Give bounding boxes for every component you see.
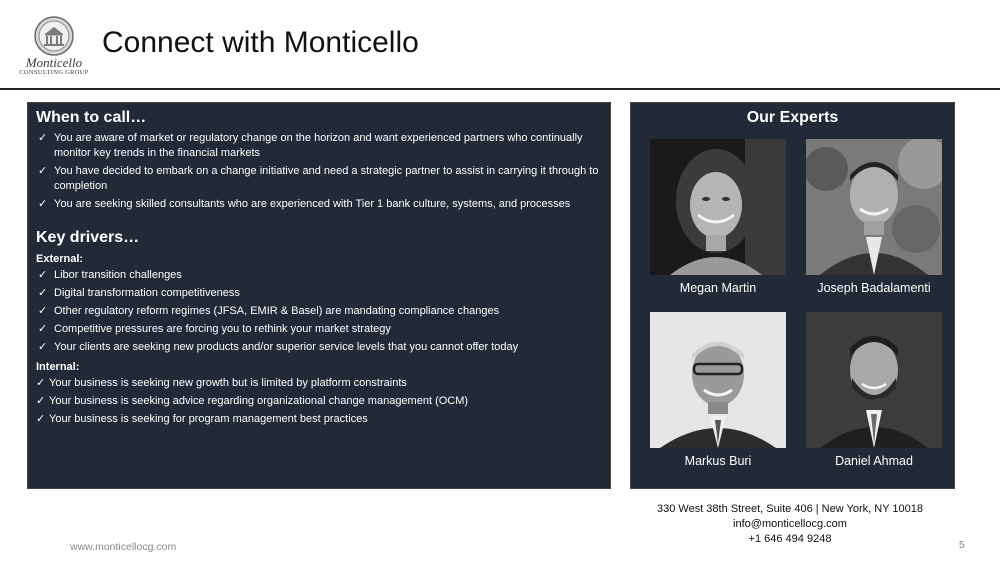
list-item: ✓ Libor transition challenges [38, 269, 182, 281]
expert-name: Daniel Ahmad [835, 454, 913, 468]
checkmark-icon: ✓ [36, 413, 46, 425]
checkmark-icon: ✓ [38, 165, 48, 177]
list-item: ✓ Your business is seeking new growth but is limited by platform constraints [36, 377, 407, 389]
checkmark-icon: ✓ [38, 305, 48, 317]
list-item: ✓ Digital transformation competitiveness [38, 287, 240, 299]
external-label: External: [36, 253, 84, 265]
experts-heading: Our Experts [746, 109, 839, 126]
company-logo [16, 14, 92, 80]
expert-photo [806, 312, 942, 448]
when-to-call-heading: When to call… [36, 109, 147, 126]
expert-card-markus-buri [650, 312, 786, 468]
our-experts-panel [630, 102, 955, 489]
checkmark-icon: ✓ [36, 395, 46, 407]
checkmark-icon: ✓ [38, 341, 48, 353]
list-item: ✓ Competitive pressures are forcing you to rethink your market strategy [38, 323, 391, 335]
expert-card-megan-martin [650, 139, 786, 295]
footer-website-link[interactable]: www.monticellocg.com [70, 541, 177, 553]
contact-block [620, 502, 960, 547]
title-divider [0, 88, 1000, 90]
checkmark-icon: ✓ [38, 323, 48, 335]
monticello-seal-icon [32, 16, 76, 56]
list-item: ✓ You are aware of market or regulatory change on the horizon and want experienced partners who continually monitor key trends in the financial markets [38, 132, 583, 159]
expert-card-daniel-ahmad [806, 312, 942, 468]
logo-script-text: Monticello [25, 55, 83, 70]
checkmark-icon: ✓ [38, 132, 48, 144]
expert-photo [650, 139, 786, 275]
contact-email[interactable]: info@monticellocg.com [733, 518, 847, 530]
checkmark-icon: ✓ [38, 269, 48, 281]
checkmark-icon: ✓ [36, 377, 46, 389]
expert-name: Joseph Badalamenti [817, 281, 931, 295]
list-item: ✓ Your business is seeking for program management best practices [36, 413, 368, 425]
checkmark-icon: ✓ [38, 198, 48, 210]
contact-phone: +1 646 494 9248 [748, 533, 832, 545]
list-item: ✓ Your business is seeking advice regarding organizational change management (OCM) [36, 395, 469, 407]
expert-name: Megan Martin [679, 281, 757, 295]
list-item: ✓ Your clients are seeking new products and/or superior service levels that you cannot offer today [38, 341, 519, 353]
page-title: Connect with Monticello [102, 26, 419, 59]
when-to-call-panel [27, 102, 611, 489]
external-drivers-list [36, 268, 602, 355]
list-item: ✓ You have decided to embark on a change initiative and need a strategic partner to assist in carrying it through to completion [38, 165, 599, 192]
key-drivers-heading: Key drivers… [36, 229, 140, 246]
expert-card-joseph-badalamenti [806, 139, 942, 295]
contact-address: 330 West 38th Street, Suite 406 | New York, NY 10018 [656, 503, 923, 515]
expert-photo [650, 312, 786, 448]
list-item: ✓ You are seeking skilled consultants who are experienced with Tier 1 bank culture, systems, and processes [38, 198, 571, 210]
when-to-call-list [36, 131, 602, 212]
internal-label: Internal: [36, 361, 80, 373]
checkmark-icon: ✓ [38, 287, 48, 299]
internal-drivers-list [36, 376, 602, 427]
expert-name: Markus Buri [684, 454, 752, 468]
expert-photo [806, 139, 942, 275]
logo-subtitle: CONSULTING GROUP [19, 69, 89, 76]
list-item: ✓ Other regulatory reform regimes (JFSA, EMIR & Basel) are mandating compliance changes [38, 305, 500, 317]
page-number: 5 [959, 539, 965, 551]
